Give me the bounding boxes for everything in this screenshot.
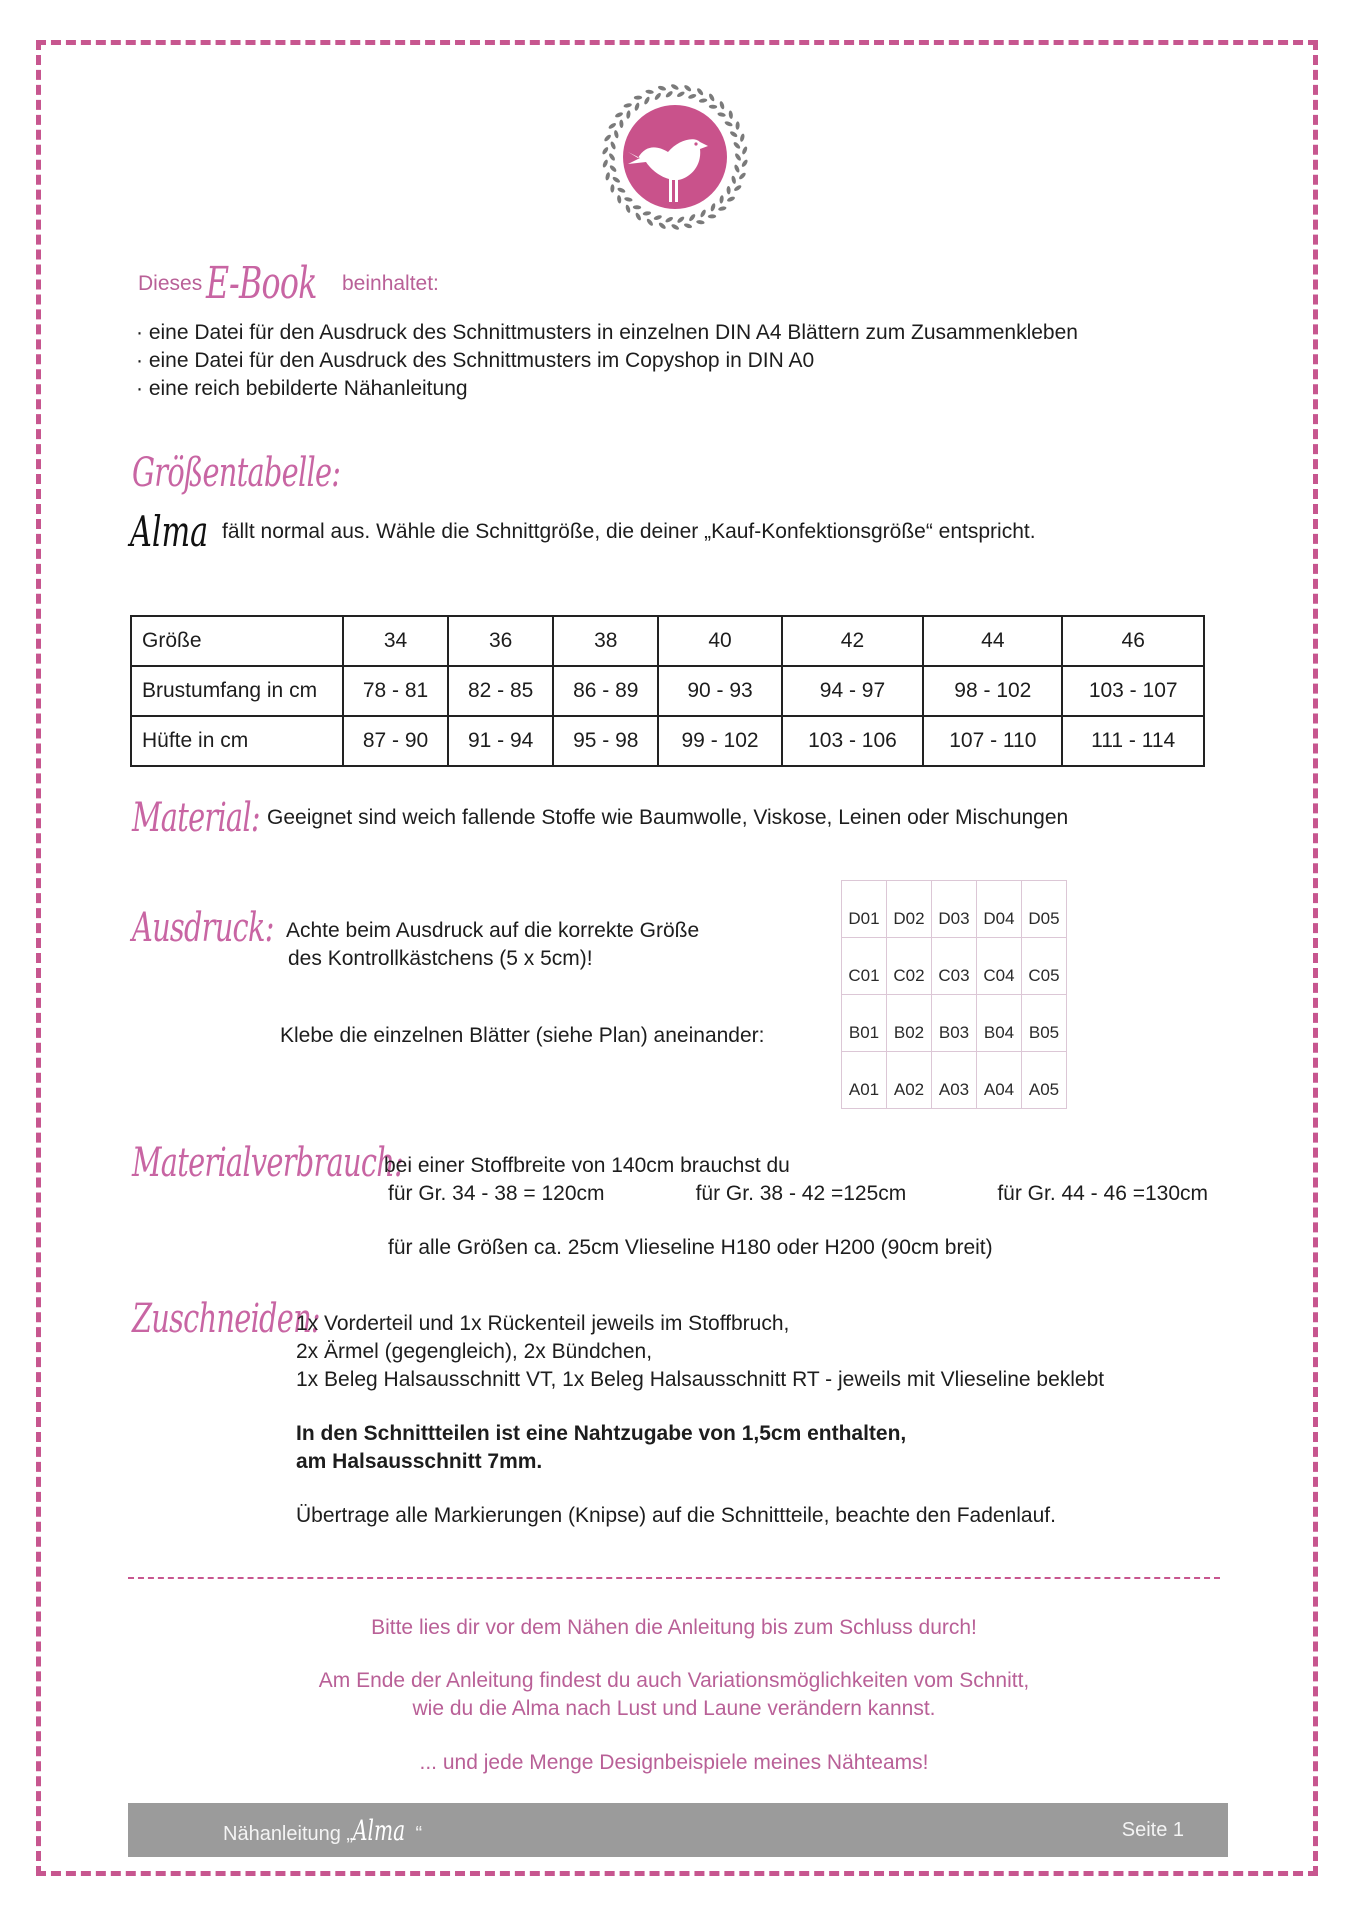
wreath-leaf	[699, 98, 708, 103]
wreath-leaf	[731, 175, 737, 184]
sheet-cell: A02	[887, 1052, 932, 1109]
wreath-leaf	[626, 110, 631, 119]
wreath-leaf	[602, 159, 609, 168]
wreath-leaf	[676, 215, 685, 223]
fabric-amount: für Gr. 38 - 42 =125cm	[695, 1182, 907, 1205]
sheet-cell: A04	[977, 1052, 1022, 1109]
table-cell: 95 - 98	[553, 716, 658, 766]
seam-allowance-note: am Halsausschnitt 7mm.	[296, 1450, 543, 1473]
wreath-leaf	[738, 172, 747, 181]
wreath-leaf	[671, 223, 680, 231]
wreath-leaf	[601, 146, 609, 155]
sheet-cell: B01	[842, 995, 887, 1052]
footer-title: Nähanleitung „Alma “	[223, 1813, 423, 1847]
table-row	[131, 666, 1204, 716]
table-cell: 44	[923, 616, 1062, 666]
sheet-cell: C03	[932, 938, 977, 995]
materialverbrauch-sizes	[388, 1180, 1208, 1208]
wreath-leaf	[741, 159, 749, 168]
wreath-leaf	[658, 222, 667, 230]
wreath-leaf	[653, 214, 662, 221]
wreath-leaf	[699, 209, 707, 218]
intro-script-ebook: E-Book	[206, 258, 317, 309]
wreath-leaf	[623, 103, 632, 109]
size-table	[130, 615, 1205, 767]
table-cell: 42	[782, 616, 924, 666]
wreath-leaf	[605, 172, 611, 181]
wreath-leaf	[708, 93, 716, 102]
seam-allowance-note: In den Schnittteilen ist eine Nahtzugabe von 1,5cm enthalten,	[296, 1422, 907, 1445]
wreath-leaf	[657, 85, 666, 92]
table-cell: 98 - 102	[923, 666, 1062, 716]
wreath-leaf	[670, 83, 679, 91]
materialverbrauch-heading: Materialverbrauch:	[132, 1140, 404, 1186]
wreath-leaf	[739, 133, 745, 142]
sheet-cell: C04	[977, 938, 1022, 995]
list-item: · eine reich bebilderte Nähanleitung	[136, 377, 468, 400]
wreath-leaf	[608, 122, 617, 130]
sheet-cell: A03	[932, 1052, 977, 1109]
intro-prefix: Dieses	[138, 271, 203, 295]
wreath-leaf	[741, 146, 748, 155]
size-note	[130, 507, 1036, 556]
sheet-cell: D01	[842, 881, 887, 938]
cutting-line: 1x Beleg Halsausschnitt VT, 1x Beleg Halsausschnitt RT - jeweils mit Vlieseline beklebt	[296, 1368, 1105, 1391]
interfacing-note: für alle Größen ca. 25cm Vlieseline H180 oder H200 (90cm breit)	[388, 1236, 993, 1259]
material-heading: Material:	[132, 795, 260, 841]
sheet-cell: A05	[1022, 1052, 1067, 1109]
sheet-cell: D03	[932, 881, 977, 938]
wreath-leaf	[708, 214, 717, 218]
table-cell: 34	[343, 616, 448, 666]
sheet-cell: A01	[842, 1052, 887, 1109]
sheet-cell: B03	[932, 995, 977, 1052]
wreath-leaf	[643, 96, 651, 105]
row-label: Größe	[131, 616, 343, 666]
material-text: Geeignet sind weich fallende Stoffe wie Baumwolle, Viskose, Leinen oder Mischungen	[267, 806, 1069, 829]
markings-note: Übertrage alle Markierungen (Knipse) auf die Schnittteile, beachte den Fadenlauf.	[296, 1504, 1056, 1527]
page-footer	[128, 1803, 1228, 1857]
sheet-cell: D04	[977, 881, 1022, 938]
wreath-leaf	[735, 121, 739, 130]
wreath-leaf	[724, 120, 733, 127]
wreath-leaf	[683, 84, 692, 92]
table-cell: 86 - 89	[553, 666, 658, 716]
design-examples-note: ... und jede Menge Designbeispiele meines Nähteams!	[419, 1751, 929, 1774]
ausdruck-glue-text: Klebe die einzelnen Blätter (siehe Plan) aneinander:	[280, 1024, 765, 1047]
wreath-leaf	[683, 223, 692, 230]
list-item: · eine Datei für den Ausdruck des Schnittmusters in einzelnen DIN A4 Blättern zum Zusammenkleben	[136, 321, 1078, 344]
wreath-leaf	[610, 184, 614, 193]
intro-heading	[138, 258, 439, 309]
wreath-leaf	[613, 130, 619, 139]
wreath-leaf	[642, 211, 651, 216]
footer-alma-script: Alma	[353, 1813, 406, 1847]
row-label: Brustumfang in cm	[131, 666, 343, 716]
intro-bullet-list	[136, 319, 1078, 403]
wreath-leaf	[732, 141, 741, 150]
table-cell: 38	[553, 616, 658, 666]
table-row	[131, 716, 1204, 766]
wreath-leaf	[733, 184, 742, 192]
table-cell: 103 - 106	[782, 716, 924, 766]
wreath-leaf	[635, 212, 643, 221]
wreath-leaf	[734, 152, 742, 161]
zuschneiden-heading: Zuschneiden:	[132, 1296, 320, 1342]
wreath-leaf	[729, 130, 738, 138]
wreath-leaf	[608, 152, 616, 161]
wreath-leaf	[609, 164, 618, 173]
table-cell: 111 - 114	[1062, 716, 1204, 766]
table-cell: 94 - 97	[782, 666, 924, 716]
list-item: · eine Datei für den Ausdruck des Schnittmusters im Copyshop in DIN A0	[136, 349, 815, 372]
wreath-leaf	[726, 196, 735, 203]
bird-logo-icon	[598, 80, 752, 234]
wreath-leaf	[728, 110, 733, 119]
wreath-leaf	[665, 216, 674, 224]
ausdruck-line: Achte beim Ausdruck auf die korrekte Größe	[286, 919, 700, 942]
wreath-leaf	[719, 195, 724, 204]
cutting-line: 2x Ärmel (gegengleich), 2x Bündchen,	[296, 1340, 653, 1363]
zuschneiden-text	[296, 1310, 1104, 1530]
page-number: Seite 1	[1121, 1818, 1184, 1841]
table-cell: 91 - 94	[448, 716, 553, 766]
wreath-leaf	[633, 205, 642, 209]
wreath-leaf	[688, 93, 697, 100]
alma-script: Alma	[130, 507, 209, 556]
ausdruck-line: des Kontrollkästchens (5 x 5cm)!	[288, 947, 593, 970]
sheet-cell: B04	[977, 995, 1022, 1052]
table-cell: 78 - 81	[343, 666, 448, 716]
ausdruck-text	[286, 917, 699, 973]
sheet-cell: B02	[887, 995, 932, 1052]
fabric-amount: für Gr. 34 - 38 = 120cm	[388, 1182, 605, 1205]
sheet-cell: C01	[842, 938, 887, 995]
variations-note: Am Ende der Anleitung findest du auch Variationsmöglichkeiten vom Schnitt, wie du die Alma nach Lust und Laune verändern kannst.	[318, 1669, 1030, 1720]
sheet-cell: B05	[1022, 995, 1067, 1052]
material-section	[132, 795, 1069, 841]
ausdruck-heading: Ausdruck:	[132, 905, 274, 951]
wreath-leaf	[634, 95, 643, 99]
wreath-leaf	[718, 206, 727, 212]
table-cell: 107 - 110	[923, 716, 1062, 766]
table-cell: 103 - 107	[1062, 666, 1204, 716]
wreath-leaf	[717, 112, 726, 118]
wreath-leaf	[710, 203, 716, 212]
sheet-cell: C05	[1022, 938, 1067, 995]
section-divider	[128, 1577, 1220, 1579]
table-cell: 90 - 93	[658, 666, 781, 716]
table-cell: 87 - 90	[343, 716, 448, 766]
sheet-cell: D05	[1022, 881, 1067, 938]
wreath-leaf	[696, 220, 705, 225]
sheet-cell: C02	[887, 938, 932, 995]
table-cell: 99 - 102	[658, 716, 781, 766]
read-instructions-note: Bitte lies dir vor dem Nähen die Anleitung bis zum Schluss durch!	[371, 1616, 977, 1639]
wreath-leaf	[719, 101, 725, 110]
wreath-leaf	[688, 213, 696, 222]
wreath-leaf	[645, 89, 654, 94]
table-row	[131, 616, 1204, 666]
wreath-leaf	[646, 218, 654, 227]
table-cell: 82 - 85	[448, 666, 553, 716]
wreath-leaf	[614, 111, 623, 118]
wreath-leaf	[709, 105, 718, 109]
sheet-layout-plan	[841, 880, 1067, 1109]
wreath-leaf	[676, 90, 685, 98]
wreath-leaf	[603, 134, 612, 143]
materialverbrauch-intro: bei einer Stoffbreite von 140cm brauchst du	[384, 1154, 790, 1177]
table-cell: 36	[448, 616, 553, 666]
wreath-leaf	[610, 141, 617, 150]
wreath-leaf	[619, 119, 623, 128]
wreath-leaf	[625, 204, 631, 213]
wreath-leaf	[696, 87, 704, 96]
wreath-leaf	[612, 176, 621, 184]
wreath-leaf	[617, 195, 622, 204]
wreath-leaf	[665, 90, 674, 98]
size-table-heading: Größentabelle:	[132, 450, 341, 496]
size-note-text: fällt normal aus. Wähle die Schnittgröße, die deiner „Kauf-Konfektionsgröße“ entspricht.	[222, 520, 1036, 543]
cutting-line: 1x Vorderteil und 1x Rückenteil jeweils im Stoffbruch,	[296, 1312, 790, 1335]
row-label: Hüfte in cm	[131, 716, 343, 766]
wreath-leaf	[726, 186, 730, 195]
wreath-leaf	[617, 187, 626, 194]
fabric-amount: für Gr. 44 - 46 =130cm	[997, 1182, 1208, 1205]
sheet-cell: D02	[887, 881, 932, 938]
intro-suffix: beinhaltet:	[341, 271, 439, 295]
table-cell: 40	[658, 616, 781, 666]
wreath-leaf	[654, 92, 662, 101]
wreath-leaf	[733, 164, 740, 173]
wreath-leaf	[634, 102, 640, 111]
wreath-leaf	[624, 197, 633, 203]
table-cell: 46	[1062, 616, 1204, 666]
